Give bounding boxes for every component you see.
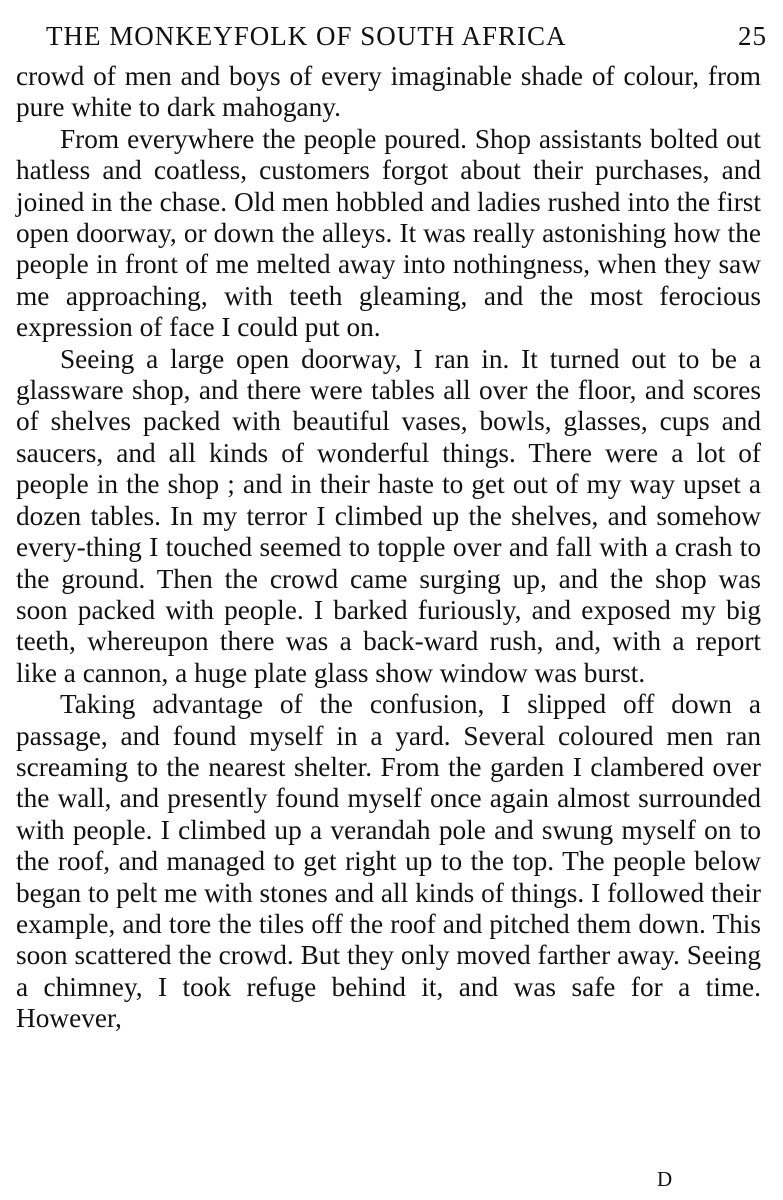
page-number: 25 <box>738 21 767 51</box>
body-text <box>16 61 761 1035</box>
signature-mark: D <box>657 1167 674 1191</box>
paragraph-3: Seeing a large open doorway, I ran in. It turned out to be a glassware shop, and there were tables all over the floor, and scores of shelves packed with beautiful vases, bowls, glasses, cups and saucers, and all kinds of wonderful things. There were a lot of people in the shop ; and in their haste to get out of my way upset a dozen tables. In my terror I climbed up the shelves, and somehow every-thing I touched seemed to topple over and fall with a crash to the ground. Then the crowd came surging up, and the shop was soon packed with people. I barked furiously, and exposed my big teeth, whereupon there was a back-ward rush, and, with a report like a cannon, a huge plate glass show window was burst. <box>16 343 761 688</box>
running-head-title: THE MONKEYFOLK OF SOUTH AFRICA <box>46 21 567 51</box>
paragraph-4: Taking advantage of the confusion, I slipped off down a passage, and found myself in a yard. Several coloured men ran screaming to the nearest shelter. From the garden I clambered over the wall, and presently found myself once again almost surrounded with people. I climbed up a verandah pole and swung myself on to the roof, and managed to get right up to the top. The people below began to pelt me with stones and all kinds of things. I followed their example, and tore the tiles off the roof and pitched them down. This soon scattered the crowd. But they only moved farther away. Seeing a chimney, I took refuge behind it, and was safe for a time. However, <box>16 689 761 1034</box>
paragraph-1: crowd of men and boys of every imaginable shade of colour, from pure white to dark mahogany. <box>16 61 761 123</box>
paragraph-2: From everywhere the people poured. Shop assistants bolted out hatless and coatless, customers forgot about their purchases, and joined in the chase. Old men hobbled and ladies rushed into the first open doorway, or down the alleys. It was really astonishing how the people in front of me melted away into nothingness, when they saw me approaching, with teeth gleaming, and the most ferocious expression of face I could put on. <box>16 123 761 343</box>
running-head <box>18 16 767 56</box>
